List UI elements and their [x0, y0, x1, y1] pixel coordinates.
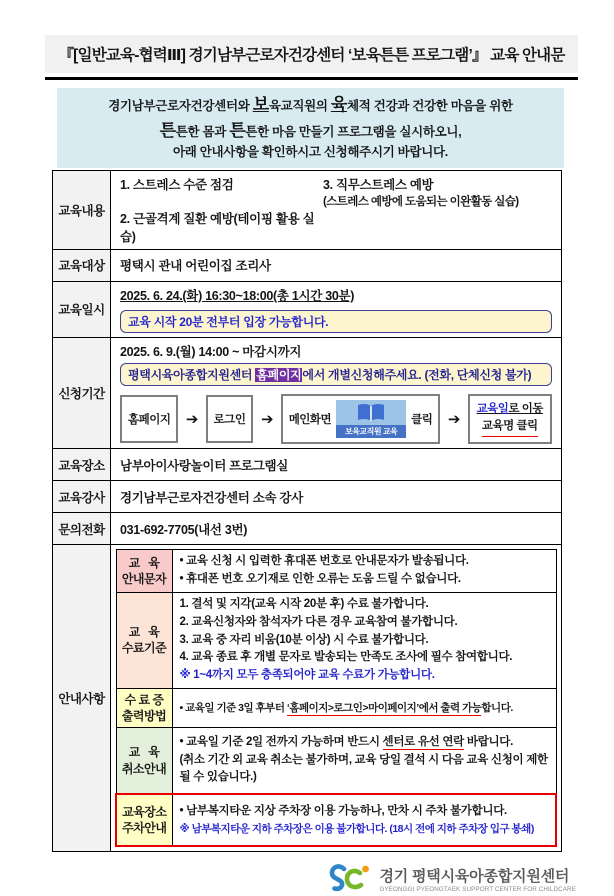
sms-guide-row: [116, 550, 556, 593]
entry-note-box: 교육 시작 20분 전부터 입장 가능합니다.: [120, 310, 552, 333]
education-instructor-value: 경기남부근로자건강센터 소속 강사: [111, 481, 562, 513]
education-content-row: [53, 170, 562, 249]
apply-steps-flow: [120, 394, 552, 445]
book-icon: [356, 403, 386, 423]
guidance-cell: [111, 545, 562, 852]
education-place-value: 남부아이사랑놀이터 프로그램실: [111, 449, 562, 481]
education-menu-tile: [336, 400, 406, 438]
parking-guide-label: 교육장소 주차안내: [116, 794, 172, 846]
intro-line-2: 튼튼한 몸과 튼튼한 마음 만들기 프로그램을 실시하오니,: [159, 120, 462, 140]
course-date-link: 교육일: [476, 402, 509, 415]
sms-bullet-2: • 휴대폰 번호 오기재로 인한 오류는 도움 드릴 수 없습니다.: [179, 573, 461, 586]
content-item-3: 3. 직무스트레스 예방: [323, 177, 434, 192]
completion-item-1: 1. 결석 및 지각(교육 시작 20분 후) 수료 불가합니다.: [179, 597, 429, 610]
apply-period: 2025. 6. 9.(월) 14:00 ~ 마감시까지: [120, 344, 302, 359]
row-label: 교육강사: [53, 481, 111, 513]
step-homepage: 홈페이지: [120, 395, 178, 443]
arrow-icon: ➔: [260, 411, 274, 428]
row-label: 교육일시: [53, 281, 111, 337]
sms-guide-label: 교 육 안내문자: [116, 550, 172, 593]
intro-line-1: 경기남부근로자건강센터와 보육교직원의 육체적 건강과 건강한 마음을 위한: [108, 95, 513, 114]
step-login: 로그인: [206, 395, 254, 443]
homepage-highlight: 홈페이지: [256, 367, 302, 382]
row-label: 문의전화: [53, 513, 111, 545]
center-logo-icon: [329, 862, 373, 896]
intro-line-3: 아래 안내사항을 확인하시고 신청해주시기 바랍니다.: [173, 145, 448, 159]
cancel-guide-content: • 교육일 기준 2일 전까지 가능하며 반드시 센터로 유선 연락 바랍니다. (취소 기간 외 교육 취소는 불가하며, 교육 당일 결석 시 다음 교육 신청이 제한될 수 있습니다.): [172, 728, 556, 794]
education-date: 2025. 6. 24.(화) 16:30~18:00(총 1시간 30분): [120, 288, 355, 303]
certificate-print-label: 수 료 증 출력방법: [116, 688, 172, 727]
certificate-print-row: [116, 688, 556, 727]
completion-criteria-row: [116, 592, 556, 688]
education-instructor-row: [53, 481, 562, 513]
content-item-2: 2. 근골격계 질환 예방(테이핑 활용 실습): [120, 211, 315, 244]
education-content-cell: [111, 170, 562, 249]
intro-banner: [57, 88, 564, 168]
guidance-row: [53, 545, 562, 852]
step-course: 교육일로 이동 교육명 클릭: [468, 394, 552, 445]
cancel-contact-underline: 센터로 유선 연락: [382, 735, 464, 748]
step-mainpage-label: 메인화면: [288, 414, 332, 426]
apply-period-row: [53, 337, 562, 449]
education-target-row: [53, 249, 562, 281]
row-label: 교육장소: [53, 449, 111, 481]
sms-bullet-1: • 교육 신청 시 입력한 휴대폰 번호로 안내문자가 발송됩니다.: [179, 555, 469, 568]
education-menu-label: 보육교직원 교육: [336, 425, 406, 438]
completion-criteria-content: [172, 592, 556, 688]
education-place-row: [53, 449, 562, 481]
row-label: 신청기간: [53, 337, 111, 449]
parking-bullet: • 남부복지타운 지상 주차장 이용 가능하나, 만차 시 주차 불가합니다.: [179, 804, 507, 817]
parking-note: ※ 남부복지타운 지하 주차장은 이용 불가합니다. (18시 전에 지하 주차장 입구 봉쇄): [179, 822, 534, 835]
content-item-1: 1. 스트레스 수준 점검: [120, 177, 234, 192]
certificate-print-content: • 교육일 기준 3일 후부터 ‘홈페이지>로그인>마이페이지’에서 출력 가능합니다.: [172, 688, 556, 727]
row-label: 안내사항: [53, 545, 111, 852]
cancel-guide-label: 교 육 취소안내: [116, 728, 172, 794]
step-mainpage: [281, 394, 441, 444]
education-datetime-cell: [111, 281, 562, 337]
center-name: 경기 평택시육아종합지원센터: [379, 867, 570, 885]
page-title: 『[일반교육-협력Ⅲ] 경기남부근로자건강센터 ‘보육튼튼 프로그램’』 교육 안내문: [45, 35, 578, 73]
apply-note-box: 평택시육아종합지원센터 홈페이지에서 개별신청해주세요. (전화, 단체신청 불가): [120, 363, 552, 386]
completion-note: ※ 1~4까지 모두 충족되어야 교육 수료가 가능합니다.: [179, 669, 435, 682]
cancel-guide-paren: (취소 기간 외 교육 취소는 불가하며, 교육 당일 결석 시 다음 교육 신청이 제한될 수 있습니다.): [179, 753, 548, 784]
parking-guide-row: [116, 794, 556, 846]
footer-logo: [0, 862, 576, 896]
parking-guide-content: [172, 794, 556, 846]
certificate-path-underline: ‘홈페이지>로그인>마이페이지’에서 출력 가능: [286, 701, 482, 714]
title-divider: [45, 77, 578, 80]
completion-item-4: 4. 교육 종료 후 개별 문자로 발송되는 만족도 조사에 필수 참여합니다.: [179, 651, 513, 664]
guidance-subtable: [115, 549, 557, 847]
center-name-english: GYEONGGI PYEONGTAEK SUPPORT CENTER FOR CHILDCARE: [379, 885, 576, 893]
education-target-value: 평택시 관내 어린이집 조리사: [111, 249, 562, 281]
course-name-click: 교육명 클릭: [482, 418, 538, 437]
cancel-guide-row: [116, 728, 556, 794]
arrow-icon: ➔: [447, 411, 461, 428]
completion-item-2: 2. 교육신청자와 참석자가 다른 경우 교육참여 불가합니다.: [179, 615, 458, 628]
notice-document: [0, 35, 614, 893]
completion-item-3: 3. 교육 중 자리 비움(10분 이상) 시 수료 불가합니다.: [179, 633, 429, 646]
completion-criteria-label: 교 육 수료기준: [116, 592, 172, 688]
contact-phone-value: 031-692-7705(내선 3번): [111, 513, 562, 545]
arrow-icon: ➔: [185, 411, 199, 428]
sms-guide-content: [172, 550, 556, 593]
notice-table: [52, 170, 562, 852]
education-datetime-row: [53, 281, 562, 337]
apply-period-cell: [111, 337, 562, 449]
row-label: 교육내용: [53, 170, 111, 249]
row-label: 교육대상: [53, 249, 111, 281]
contact-phone-row: [53, 513, 562, 545]
title-bar: [45, 35, 578, 80]
step-click-label: 클릭: [411, 414, 433, 426]
content-item-3-note: (스트레스 예방에 도움되는 이완활동 실습): [323, 195, 519, 208]
